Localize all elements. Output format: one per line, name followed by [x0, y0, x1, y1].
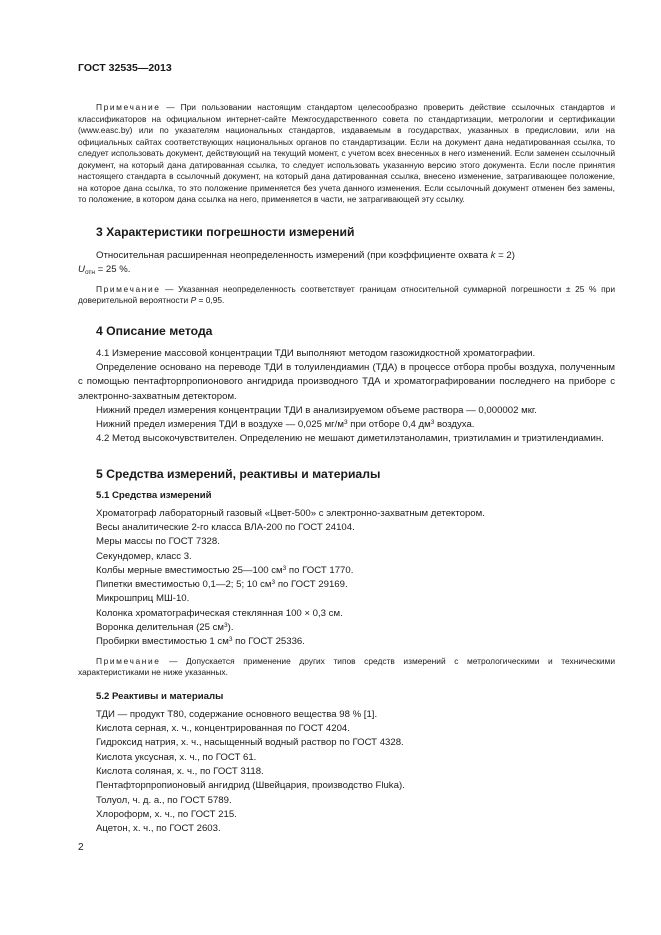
paragraph-lower-limit-solution: Нижний предел измерения концентрации ТДИ в анализируемом объеме раствора — 0,000002 мкг. — [96, 404, 537, 416]
note-label: Примечание — [96, 655, 161, 666]
list-item: Толуол, ч. д. а., по ГОСТ 5789. — [96, 794, 232, 806]
reagents-list — [78, 708, 615, 837]
paragraph-lower-limit-air: Нижний предел измерения ТДИ в воздухе — 0,025 $мг/м^3$ при отборе 0,4 $дм^3$ воздуха. — [96, 419, 475, 431]
list-item: Микрошприц МШ-10. — [96, 593, 190, 605]
list-item: Пентафторпропионовый ангидрид (Швейцария, производство Fluka). — [96, 780, 405, 792]
list-item: Кислота серная, х. ч., концентрированная по ГОСТ 4204. — [96, 723, 350, 735]
subsection-5-2-title: 5.2 Реактивы и материалы — [96, 690, 224, 702]
list-item: Пипетки вместимостью 0,1—2; 5; 10 $см^3$ по ГОСТ 29169. — [96, 579, 348, 591]
uncertainty-value: $U_{отн} = 25$ %. — [78, 264, 131, 277]
paragraph-method-basis: Определение основано на переводе ТДИ в толуилендиамин (ТДА) в процессе отбора пробы воздуха, полученным с помощью пентафторпропионового ангидрида производного ТДА и хроматографировании последнего на приборе с электронно-захватным детектором. — [78, 361, 615, 402]
page-number: 2 — [78, 842, 84, 853]
list-item: Колбы мерные вместимостью 25—100 $см^3$ по ГОСТ 1770. — [96, 564, 354, 576]
document-header: ГОСТ 32535—2013 — [78, 62, 172, 74]
list-item: Секундомер, класс 3. — [96, 550, 192, 562]
instruments-list — [78, 507, 615, 650]
section-4-content — [78, 347, 615, 447]
subsection-5-1-title: 5.1 Средства измерений — [96, 489, 212, 501]
list-item: Меры массы по ГОСТ 7328. — [96, 536, 220, 548]
paragraph-4-1: 4.1 Измерение массовой концентрации ТДИ выполняют методом газожидкостной хроматографии. — [96, 347, 536, 359]
note-instruments: Примечание — Допускается применение других типов средств измерений с метрологическими и техническими характеристиками не ниже указанных. — [78, 655, 616, 678]
list-item: Ацетон, х. ч., по ГОСТ 2603. — [96, 823, 221, 835]
list-item: Кислота соляная, х. ч., по ГОСТ 3118. — [96, 765, 264, 777]
note-label: Примечание — [96, 102, 161, 112]
section-5-title: 5 Средства измерений, реактивы и материалы — [96, 466, 381, 481]
list-item: Хроматограф лабораторный газовый «Цвет-500» с электронно-захватным детектором. — [96, 507, 485, 519]
note-references — [78, 102, 615, 206]
note-uncertainty: Примечание — Указанная неопределенность соответствует границам относительной суммарной погрешности ± 25 % при доверительной вероятности P = 0,95. — [78, 283, 616, 306]
list-item: Гидроксид натрия, х. ч., насыщенный водный раствор по ГОСТ 4328. — [96, 737, 404, 749]
uncertainty-text: Относительная расширенная неопределенность измерений (при коэффициенте охвата k = 2) — [96, 249, 515, 261]
note-text: — При пользовании настоящим стандартом целесообразно проверить действие ссылочных стандартов и классификаторов на официальном интернет-сайте Межгосударственного совета по стандартизации, метрологии и сертификации (www.easc.by) или по указателям национальных стандартов, издаваемым в государствах, указанных в предисловии, или на официальных сайтах соответствующих национальных органов по стандартизации. Если на документ дана недатированная ссылка, то следует использовать документ, действующий на текущий момент, с учетом всех внесенных в него изменений. Если заменен ссылочный документ, на который дана датированная ссылка, то следует использовать указанную версию этого документа. Если после принятия настоящего стандарта в ссылочный документ, на который дана датированная ссылка, внесено изменение, затрагивающее положение, на которое дана ссылка, то это положение применяется без учета данного изменения. Если ссылочный документ отменен без замены, то положение, в котором дана ссылка на него, применяется в части, не затрагивающей эту ссылку. — [78, 102, 615, 205]
list-item: Весы аналитические 2-го класса ВЛА-200 по ГОСТ 24104. — [96, 521, 355, 533]
list-item: Воронка делительная (25 $см^3$). — [96, 622, 234, 634]
list-item: ТДИ — продукт Т80, содержание основного вещества 98 % [1]. — [96, 708, 378, 720]
section-3-title: 3 Характеристики погрешности измерений — [96, 224, 355, 239]
list-item: Пробирки вместимостью 1 $см^3$ по ГОСТ 25336. — [96, 636, 305, 648]
coverage-factor-symbol: k — [490, 249, 496, 261]
document-body — [78, 102, 615, 836]
list-item: Колонка хроматографическая стеклянная 100 × 0,3 см. — [96, 607, 343, 619]
list-item: Хлороформ, х. ч., по ГОСТ 215. — [96, 808, 237, 820]
paragraph-4-2: 4.2 Метод высокочувствителен. Определению не мешают диметилэтаноламин, триэтиламин и триэтилендиамин. — [96, 433, 604, 445]
section-4-title: 4 Описание метода — [96, 323, 213, 338]
list-item: Кислота уксусная, х. ч., по ГОСТ 61. — [96, 751, 257, 763]
note-label: Примечание — [96, 283, 161, 294]
